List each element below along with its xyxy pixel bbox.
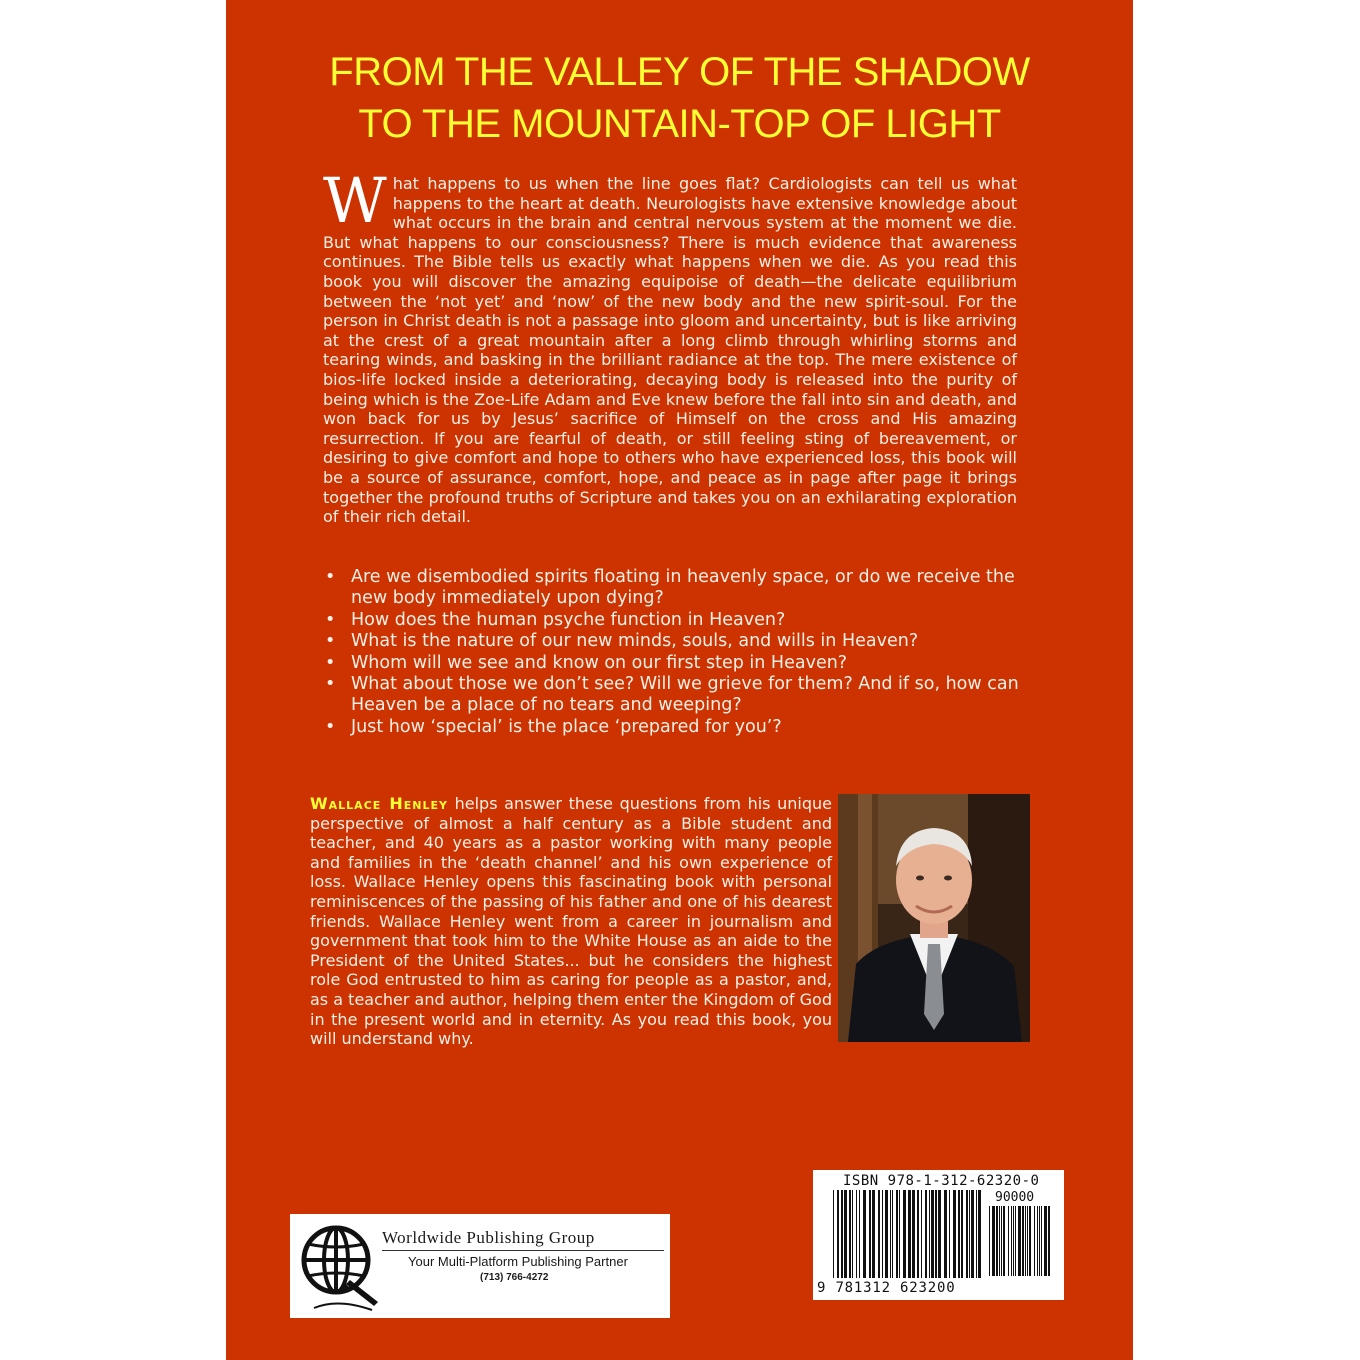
publisher-logo-box [290,1214,670,1318]
bullet: • [325,567,336,587]
barcode-bar [949,1190,950,1278]
barcode-bar [849,1190,851,1278]
list-item: • Are we disembodied spirits floating in heavenly space, or do we receive the new body immediately upon dying? [325,567,1015,609]
barcode-bar [971,1190,974,1278]
list-item: • Whom will we see and know on our first step in Heaven? [325,652,848,673]
barcode-bar [1048,1206,1050,1276]
globe-pen-icon [294,1218,382,1314]
barcode-bar [890,1190,891,1278]
barcode-bar [1015,1206,1016,1276]
list-item: • What about those we don’t see? Will we grieve for them? And if so, how can Heaven be a place of no tears and weeping? [325,674,1019,716]
barcode-box [813,1170,1064,1300]
barcode-bar [953,1190,956,1278]
barcode-bar [992,1206,995,1276]
question-list [323,567,1023,738]
list-item: • What is the nature of our new minds, souls, and wills in Heaven? [325,631,919,652]
barcode-bar [921,1190,922,1278]
cover-title [226,46,1133,150]
barcode-bar [1018,1206,1021,1276]
author-name: Wallace Henley [310,794,448,813]
barcode-bar [844,1190,847,1278]
bullet: • [325,609,336,630]
description-text: hat happens to us when the line goes flat? Cardiologists can tell us what happens to the heart at death. Neurologists have extensive knowledge about what occurs in the brain and central nervous system at the moment we die. But what happens to our consciousness? There is much evidence that awareness continues. The Bible tells us exactly what happens when we die. As you read this book you will discover the amazing equipoise of death—the delicate equilibrium between the ‘not yet’ and ‘now’ of the new body and the new spirit-soul. For the person in Christ death is not a passage into gloom and uncertainty, but is like arriving at the crest of a great mountain after a long climb through whirling storms and tearing winds, and basking in the brilliant radiance at the top. The mere existence of bios-life locked inside a deteriorating, decaying body is released into the purity of being which is the Zoe-Life Adam and Eve knew before the fall into sin and death, and won back for us by Jesus’ sacrifice of Himself on the cross and His amazing resurrection. If you are fearful of death, or still feeling sting of bereavement, or desiring to give comfort and hope to others who have experienced loss, this book will be a source of assurance, comfort, hope, and peace as in page after page it brings together the profound truths of Scripture and takes you on an exhilarating exploration of their rich detail. [323,174,1017,527]
barcode-bar [869,1190,871,1278]
bullet: • [325,674,336,695]
barcode-bar [996,1206,998,1276]
ean-digits: 9 781312 623200 [817,1280,956,1296]
barcode-bar [1025,1206,1026,1276]
bullet: • [325,631,336,652]
barcode-bar [1037,1206,1038,1276]
barcode-bar [1001,1206,1002,1276]
barcode-bar [863,1190,866,1278]
title-line-1: FROM THE VALLEY OF THE SHADOW [329,50,1030,94]
barcode-bar [908,1190,911,1278]
publisher-tagline: Your Multi-Platform Publishing Partner [408,1254,628,1269]
barcode-bar [896,1190,898,1278]
barcode-bar [966,1190,968,1278]
list-item: • How does the human psyche function in Heaven? [325,609,786,630]
barcode-bar [912,1190,915,1278]
barcode-bar [969,1190,970,1278]
back-cover [226,0,1133,1360]
barcode-bar [1039,1206,1040,1276]
barcode-bar [859,1190,860,1278]
author-photo [838,794,1030,1042]
barcode-bar [917,1190,919,1278]
barcode-bar [944,1190,947,1278]
barcode-bar [1003,1206,1005,1276]
barcode-bar [976,1190,977,1278]
barcode-bar [978,1190,981,1278]
barcode-bar [885,1190,888,1278]
author-bio [310,794,832,1049]
barcode-bar [1029,1206,1031,1276]
barcode-bar [931,1190,934,1278]
barcode-bar [841,1190,843,1278]
barcode-bar [1044,1206,1047,1276]
barcode-bar [1022,1206,1024,1276]
barcode-bar [929,1190,930,1278]
barcode-bar [903,1190,906,1278]
barcode-bar [878,1190,880,1278]
barcode-bar [961,1190,963,1278]
barcode-bar [938,1190,941,1278]
barcode-bar [999,1206,1000,1276]
barcode-bar [935,1190,937,1278]
addon-barcode-icon [989,1206,1051,1276]
book-description [323,164,1017,527]
author-portrait-icon [838,794,1030,1042]
barcode-bar [833,1190,834,1278]
title-line-2: TO THE MOUNTAIN-TOP OF LIGHT [358,102,1001,146]
barcode-bar [1034,1206,1035,1276]
author-bio-text: helps answer these questions from his unique perspective of almost a half century as a Bible student and teacher, and 40 years as a pastor working with many people and families in the ‘death channel’ and his own experience of loss. Wallace Henley opens this fascinating book with personal reminiscences of the passing of his father and one of his dearest friends. Wallace Henley went from a career in journalism and government that took him to the White House as an aide to the President of the United States... but he considers the highest role God entrusted to him as caring for people as a pastor, and, as a teacher and author, helping them enter the Kingdom of God in the present world and in eternity. As you read this book, you will understand why. [310,794,833,1049]
barcode-icon [833,1190,983,1278]
price-addon-digits: 90000 [995,1190,1035,1205]
barcode-bar [958,1190,960,1278]
barcode-bar [1011,1206,1012,1276]
barcode-bar [925,1190,927,1278]
barcode-bar [1008,1206,1009,1276]
barcode-bar [837,1190,839,1278]
isbn-label: ISBN 978-1-312-62320-0 [843,1173,1040,1189]
barcode-bar [892,1190,893,1278]
list-item: • Just how ‘special’ is the place ‘prepared for you’? [325,716,782,737]
publisher-divider [382,1250,664,1251]
drop-cap: W [323,164,387,237]
publisher-name: Worldwide Publishing Group [382,1228,595,1247]
barcode-bar [1041,1206,1042,1276]
barcode-bar [882,1190,883,1278]
barcode-bar [989,1206,990,1276]
bullet: • [325,716,336,737]
bullet: • [325,652,336,673]
barcode-bar [1013,1206,1014,1276]
barcode-bar [899,1190,900,1278]
publisher-phone: (713) 766-4272 [480,1272,549,1283]
barcode-bar [852,1190,853,1278]
barcode-bar [1027,1206,1028,1276]
barcode-bar [872,1190,875,1278]
barcode-bar [856,1190,857,1278]
